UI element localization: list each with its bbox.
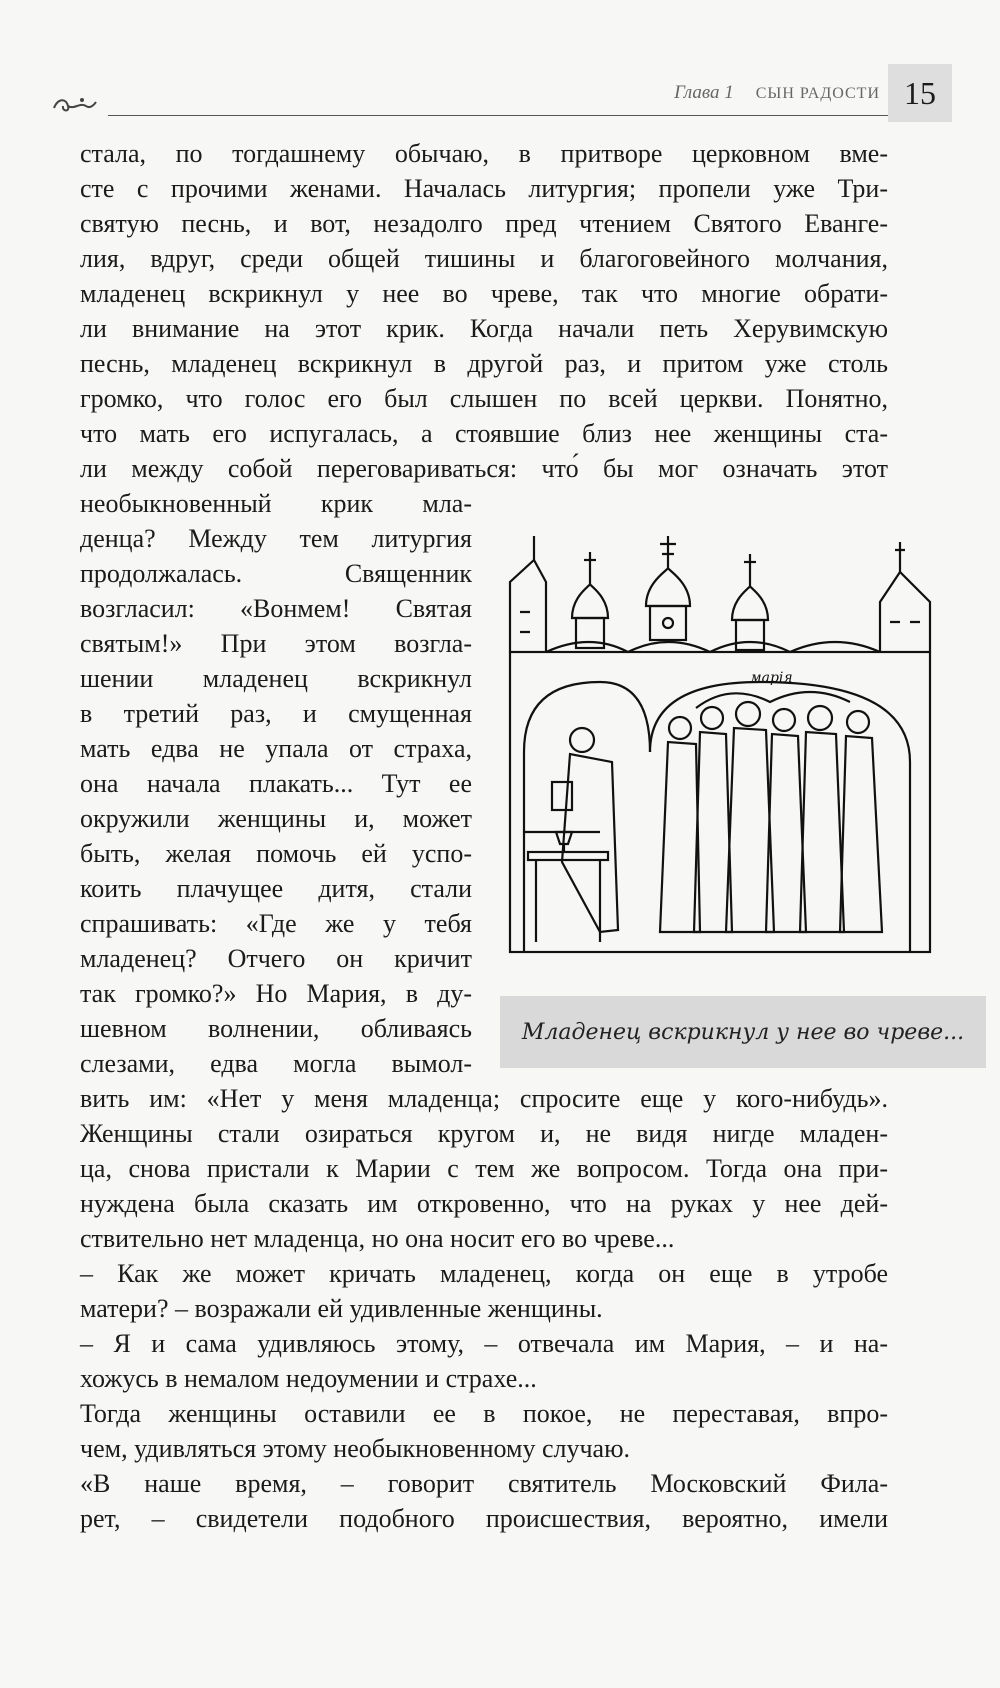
text-line: Тогда женщины оставили ее в покое, не переставая, впро- (80, 1399, 888, 1428)
text-line: коить плачущее дитя, стали (80, 874, 472, 903)
chapter-title: СЫН РАДОСТИ (755, 85, 880, 102)
text-line: ли внимание на этот крик. Когда начали петь Херувимскую (80, 314, 888, 343)
text-line: ца, снова пристали к Марии с тем же вопросом. Тогда она при- (80, 1154, 888, 1183)
text-line: ли между собой переговариваться: что́ бы мог означать этот (80, 454, 888, 483)
text-line: необыкновенный крик мла- (80, 489, 472, 518)
text-line: лия, вдруг, среди общей тишины и благоговейного молчания, (80, 244, 888, 273)
chapter-label: Глава 1 (674, 82, 734, 103)
text-line: она начала плакать... Тут ее (80, 769, 472, 798)
text-line: святым!» При этом возгла- (80, 629, 472, 658)
running-title (674, 82, 880, 104)
running-header (48, 64, 952, 124)
text-line: спрашивать: «Где же у тебя (80, 909, 472, 938)
scroll-ornament-icon (52, 94, 98, 116)
text-line: чем, удивляться этому необыкновенному случаю. (80, 1434, 630, 1463)
text-line: нуждена была сказать им откровенно, что на руках у нее дей- (80, 1189, 888, 1218)
text-line: так громко?» Но Мария, в ду- (80, 979, 472, 1008)
text-line: ствительно нет младенца, но она носит его во чреве... (80, 1224, 675, 1253)
figure-caption: Младенец вскрикнул у нее во чреве... (521, 1019, 965, 1045)
text-line: громко, что голос его был слышен по всей церкви. Понятно, (80, 384, 888, 413)
text-line: продолжалась. Священник (80, 559, 472, 588)
text-line: возгласил: «Вонмем! Святая (80, 594, 472, 623)
page-number: 15 (888, 64, 952, 122)
text-line: – Как же может кричать младенец, когда он еще в утробе (80, 1259, 888, 1288)
text-line: слезами, едва могла вымол- (80, 1049, 472, 1078)
text-line: хожусь в немалом недоумении и страхе... (80, 1364, 537, 1393)
text-line: быть, желая помочь ей успо- (80, 839, 472, 868)
text-line: в третий раз, и смущенная (80, 699, 472, 728)
text-line: матери? – возражали ей удивленные женщины. (80, 1294, 603, 1323)
text-line: рет, – свидетели подобного происшествия, вероятно, имели (80, 1504, 888, 1533)
header-rule (108, 115, 896, 116)
text-line: денца? Между тем литургия (80, 524, 472, 553)
text-line: окружили женщины и, может (80, 804, 472, 833)
text-line: Женщины стали озираться кругом и, не видя нигде младен- (80, 1119, 888, 1148)
text-line: шевном волнении, обливаясь (80, 1014, 472, 1043)
church-illustration (500, 532, 940, 976)
paragraph-bottom (80, 1081, 888, 1536)
text-line: шении младенец вскрикнул (80, 664, 472, 693)
text-line: стала, по тогдашнему обычаю, в притворе церковном вме- (80, 139, 888, 168)
text-line: вить им: «Нет у меня младенца; спросите еще у кого-нибудь». (80, 1084, 888, 1113)
figure-caption-bar (500, 996, 986, 1068)
text-line: святую песнь, и вот, незадолго пред чтением Святого Еванге- (80, 209, 888, 238)
text-line: – Я и сама удивляюсь этому, – отвечала им Мария, – и на- (80, 1329, 888, 1358)
text-line: «В наше время, – говорит святитель Московский Фила- (80, 1469, 888, 1498)
paragraph-top (80, 136, 888, 486)
text-line: что мать его испугалась, а стоявшие близ нее женщины ста- (80, 419, 888, 448)
text-line: сте с прочими женами. Началась литургия; пропели уже Три- (80, 174, 888, 203)
text-line: мать едва не упала от страха, (80, 734, 472, 763)
text-line: песнь, младенец вскрикнул в другой раз, и притом уже столь (80, 349, 888, 378)
text-line: младенец вскрикнул у нее во чреве, так что многие обрати- (80, 279, 888, 308)
figure-inscription: марiя (750, 670, 793, 686)
text-line: младенец? Отчего он кричит (80, 944, 472, 973)
